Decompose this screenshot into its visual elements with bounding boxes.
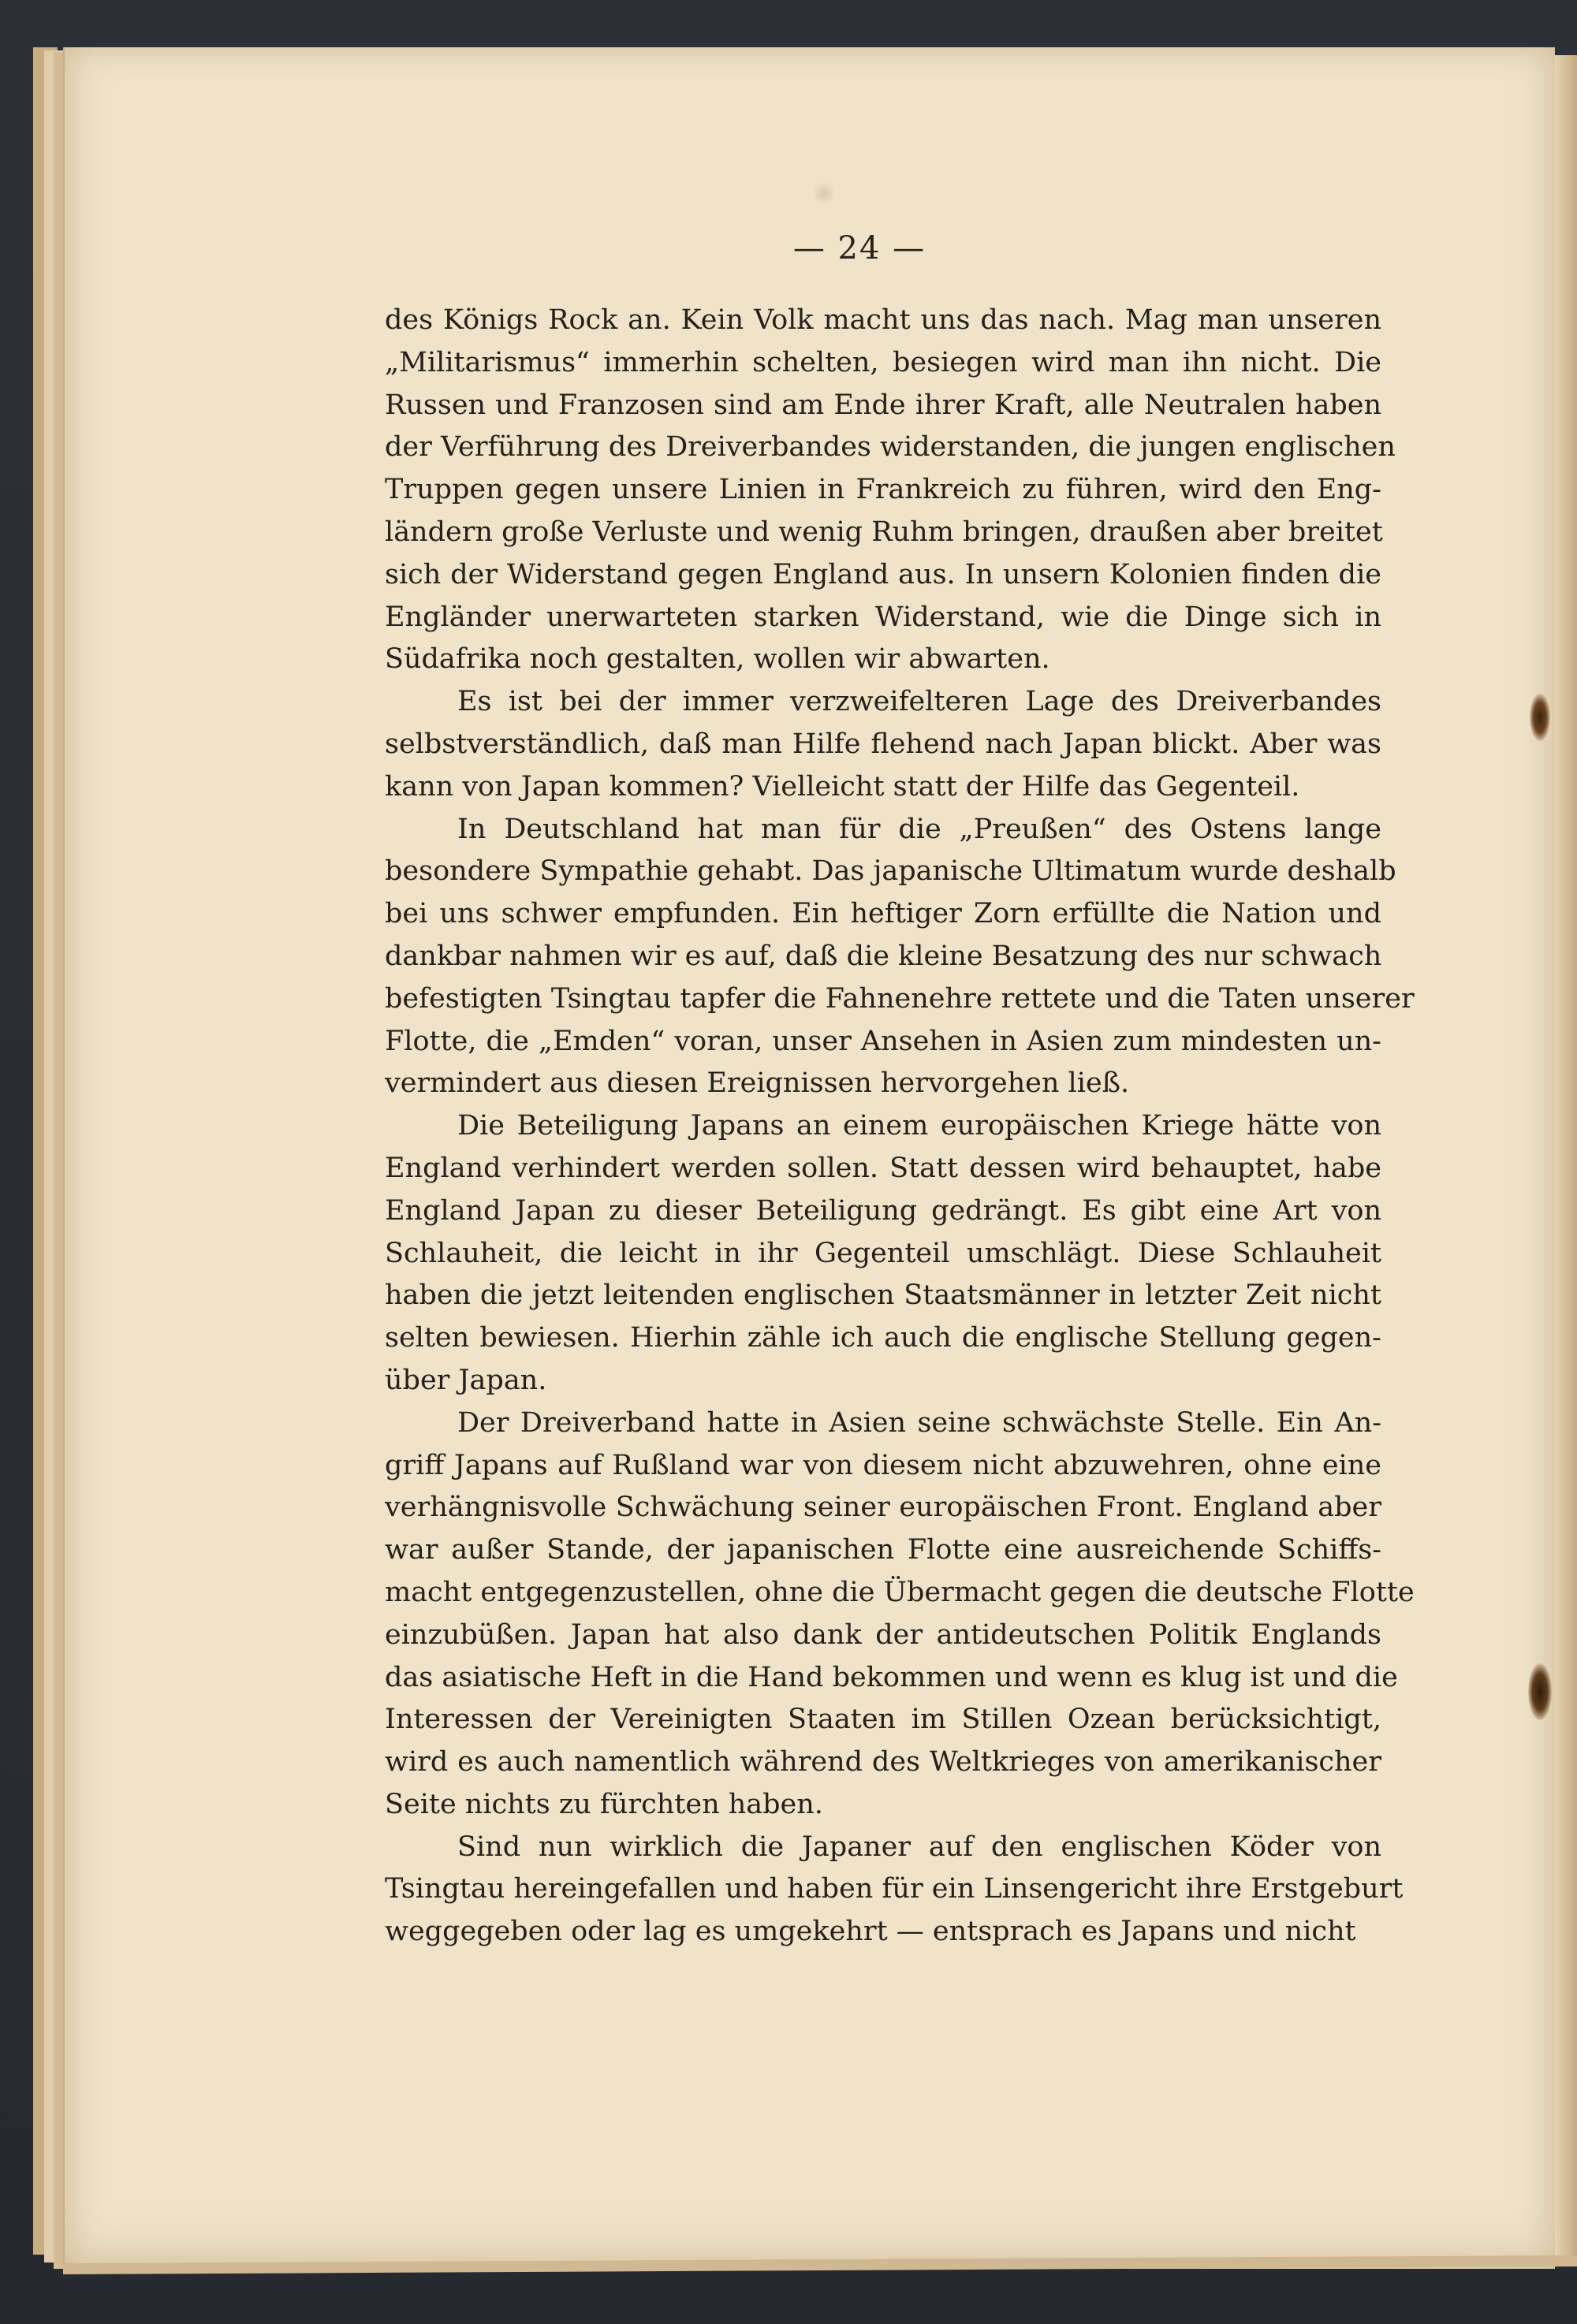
paragraph bbox=[385, 681, 1381, 808]
text-line: Tsingtau hereingefallen und haben für ein Linsengericht ihre Erstgeburt bbox=[385, 1873, 1404, 1905]
text-line: Russen und Franzosen sind am Ende ihrer Kraft, alle Neutralen haben bbox=[385, 389, 1381, 421]
paragraph bbox=[385, 1827, 1404, 1953]
text-line: Der Dreiverband hatte in Asien seine schwächste Stelle. Ein An- bbox=[457, 1406, 1381, 1439]
paragraph bbox=[385, 1402, 1415, 1827]
text-line: haben die jetzt leitenden englischen Staatsmänner in letzter Zeit nicht bbox=[385, 1279, 1381, 1312]
text-line: Südafrika noch gestalten, wollen wir abwarten. bbox=[385, 643, 1050, 676]
text-line: Es ist bei der immer verzweifelteren Lage des Dreiverbandes bbox=[457, 686, 1381, 718]
text-line: kann von Japan kommen? Vielleicht statt der Hilfe das Gegenteil. bbox=[385, 770, 1300, 803]
text-line: In Deutschland hat man für die „Preußen“ des Ostens lange bbox=[457, 813, 1381, 845]
paragraph bbox=[385, 1105, 1381, 1402]
text-line: Truppen gegen unsere Linien in Frankreich zu führen, wird den Eng- bbox=[385, 474, 1381, 506]
text-line: selbstverständlich, daß man Hilfe flehend nach Japan blickt. Aber was bbox=[385, 728, 1381, 760]
text-line: Seite nichts zu fürchten haben. bbox=[385, 1788, 823, 1820]
text-line: Schlauheit, die leicht in ihr Gegenteil umschlägt. Diese Schlauheit bbox=[385, 1237, 1381, 1269]
text-line: der Verführung des Dreiverbandes widerstanden, die jungen englischen bbox=[385, 431, 1396, 464]
text-line: vermindert aus diesen Ereignissen hervorgehen ließ. bbox=[385, 1067, 1130, 1100]
text-line: des Königs Rock an. Kein Volk macht uns das nach. Mag man unseren bbox=[385, 304, 1381, 336]
text-line: einzubüßen. Japan hat also dank der antideutschen Politik Englands bbox=[385, 1618, 1381, 1651]
text-line: selten bewiesen. Hierhin zähle ich auch die englische Stellung gegen- bbox=[385, 1322, 1381, 1354]
page-number: — 24 — bbox=[792, 230, 926, 266]
text-line: weggegeben oder lag es umgekehrt — entsprach es Japans und nicht bbox=[385, 1916, 1356, 1948]
paper-spot bbox=[812, 181, 836, 205]
text-line: verhängnisvolle Schwächung seiner europäischen Front. England aber bbox=[385, 1492, 1381, 1524]
text-line: Die Beteiligung Japans an einem europäischen Kriege hätte von bbox=[457, 1110, 1381, 1142]
text-line: dankbar nahmen wir es auf, daß die kleine Besatzung des nur schwach bbox=[385, 940, 1382, 972]
text-line: Engländer unerwarteten starken Widerstand, wie die Dinge sich in bbox=[385, 601, 1381, 633]
binding-stain bbox=[1528, 1663, 1552, 1720]
text-line: befestigten Tsingtau tapfer die Fahnenehre rettete und die Taten unserer bbox=[385, 982, 1415, 1015]
text-line: bei uns schwer empfunden. Ein heftiger Zorn erfüllte die Nation und bbox=[385, 898, 1381, 930]
text-line: Sind nun wirklich die Japaner auf den englischen Köder von bbox=[457, 1831, 1381, 1863]
body-text bbox=[385, 300, 1415, 1953]
text-line: das asiatische Heft in die Hand bekommen und wenn es klug ist und die bbox=[385, 1661, 1398, 1693]
text-line: England Japan zu dieser Beteiligung gedrängt. Es gibt eine Art von bbox=[385, 1194, 1381, 1227]
binding-stain bbox=[1530, 694, 1550, 741]
text-line: war außer Stande, der japanischen Flotte eine ausreichende Schiffs- bbox=[385, 1534, 1381, 1566]
paragraph bbox=[385, 809, 1415, 1106]
text-line: griff Japans auf Rußland war von diesem nicht abzuwehren, ohne eine bbox=[385, 1449, 1381, 1481]
text-line: wird es auch namentlich während des Weltkrieges von amerikanischer bbox=[385, 1746, 1381, 1778]
text-line: besondere Sympathie gehabt. Das japanische Ultimatum wurde deshalb bbox=[385, 855, 1396, 888]
text-line: macht entgegenzustellen, ohne die Übermacht gegen die deutsche Flotte bbox=[385, 1576, 1415, 1608]
text-line: Interessen der Vereinigten Staaten im Stillen Ozean berücksichtigt, bbox=[385, 1704, 1381, 1736]
text-line: ländern große Verluste und wenig Ruhm bringen, draußen aber breitet bbox=[385, 516, 1383, 548]
text-line: über Japan. bbox=[385, 1364, 547, 1396]
text-line: „Militarismus“ immerhin schelten, besiegen wird man ihn nicht. Die bbox=[385, 346, 1381, 378]
text-line: sich der Widerstand gegen England aus. In unsern Kolonien finden die bbox=[385, 558, 1381, 590]
text-line: England verhindert werden sollen. Statt dessen wird behauptet, habe bbox=[385, 1152, 1381, 1184]
paragraph bbox=[385, 300, 1396, 681]
text-line: Flotte, die „Emden“ voran, unser Ansehen in Asien zum mindesten un- bbox=[385, 1025, 1381, 1057]
